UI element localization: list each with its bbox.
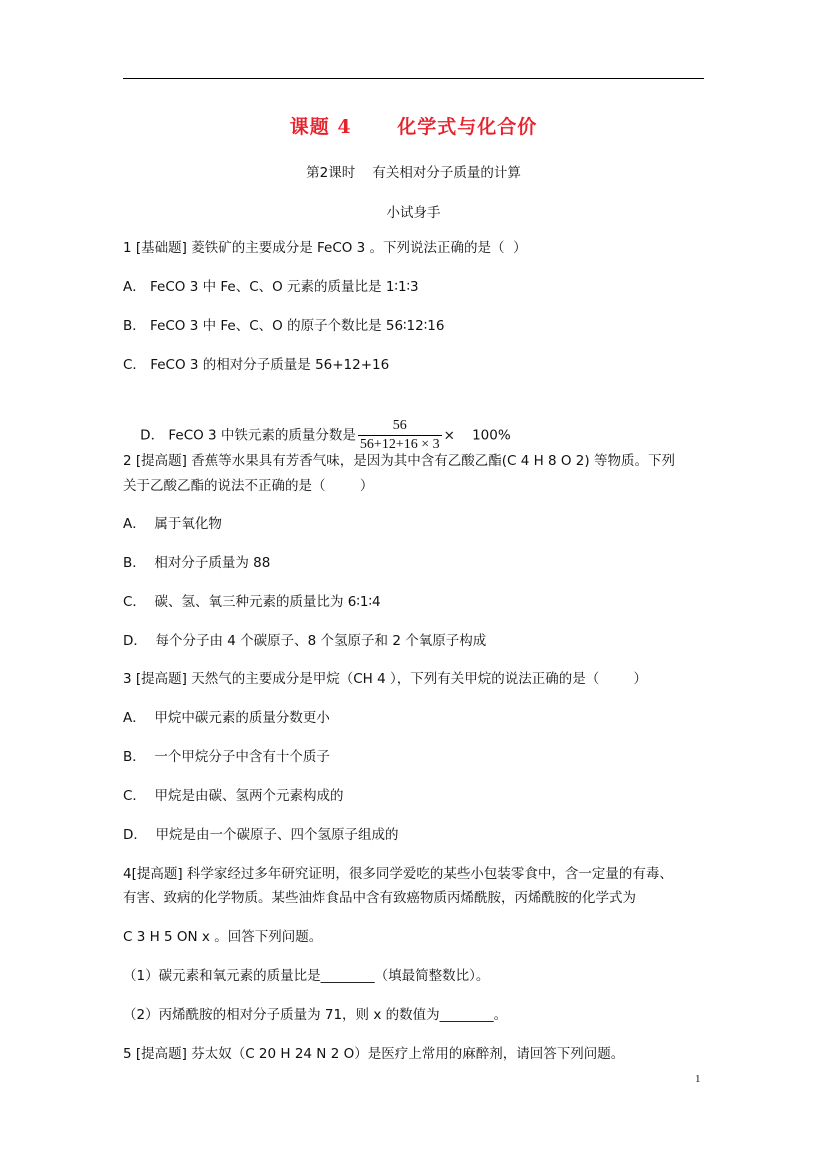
- q4-stem-line2: 有害、致病的化学物质。某些油炸食品中含有致癌物质丙烯酰胺，丙烯酰胺的化学式为: [123, 890, 636, 906]
- q2-option-d: D． 每个分子由 4 个碳原子、8 个氢原子和 2 个氧原子构成: [123, 633, 487, 649]
- page-number: 1: [695, 1073, 701, 1085]
- q3-option-a: A． 甲烷中碳元素的质量分数更小: [123, 710, 330, 726]
- section-heading: 小试身手: [386, 205, 441, 221]
- q1-option-d-prefix: D． FeCO 3 中铁元素的质量分数是: [140, 427, 356, 444]
- q4-stem-line1: 4[提高题] 科学家经过多年研究证明，很多同学爱吃的某些小包装零食中，含一定量的有毒、: [123, 866, 673, 882]
- q4-stem-line3: C 3 H 5 ON x 。回答下列问题。: [123, 929, 323, 945]
- q4-part1: （1）碳元素和氧元素的质量比是________（填最简整数比）。: [123, 968, 490, 984]
- q1-option-c: C． FeCO 3 的相对分子质量是 56+12+16: [123, 357, 390, 373]
- q3-option-b: B． 一个甲烷分子中含有十个质子: [123, 749, 330, 765]
- q1-option-b: B． FeCO 3 中 Fe、C、O 的原子个数比是 56∶12∶16: [123, 318, 445, 334]
- lesson-subtitle: 第2课时 有关相对分子质量的计算: [306, 165, 521, 181]
- fraction-denominator: 56+12+16 × 3: [359, 437, 440, 452]
- mass-fraction-formula: [358, 418, 442, 453]
- q2-stem-line1: 2 [提高题] 香蕉等水果具有芳香气味，是因为其中含有乙酸乙酯(C 4 H 8 O 2) 等物质。下列: [123, 453, 675, 469]
- q2-stem-line2: 关于乙酸乙酯的说法不正确的是（ ）: [123, 478, 374, 494]
- q3-option-c: C． 甲烷是由碳、氢两个元素构成的: [123, 788, 344, 804]
- q5-stem: 5 [提高题] 芬太奴（C 20 H 24 N 2 O）是医疗上常用的麻醉剂，请回答下列问题。: [123, 1046, 625, 1062]
- q1-stem: 1 [基础题] 菱铁矿的主要成分是 FeCO 3 。下列说法正确的是（ ）: [123, 240, 527, 256]
- lesson-title: 课题 4 化学式与化合价: [289, 116, 538, 138]
- q4-part2: （2）丙烯酰胺的相对分子质量为 71，则 x 的数值为________。: [123, 1007, 508, 1023]
- q3-stem: 3 [提高题] 天然气的主要成分是甲烷（CH 4 ），下列有关甲烷的说法正确的是（ ）: [123, 671, 648, 687]
- q2-option-c: C． 碳、氢、氧三种元素的质量比为 6∶1∶4: [123, 594, 381, 610]
- q2-option-b: B． 相对分子质量为 88: [123, 555, 271, 571]
- q1-option-a: A． FeCO 3 中 Fe、C、O 元素的质量比是 1∶1∶3: [123, 279, 419, 295]
- q2-option-a: A． 属于氧化物: [123, 516, 222, 532]
- header-rule: [123, 78, 704, 79]
- fraction-numerator: 56: [392, 418, 407, 433]
- multiply-sign: ×: [443, 427, 455, 444]
- q1-option-d-suffix: 100%: [472, 427, 511, 444]
- q3-option-d: D． 甲烷是由一个碳原子、四个氢原子组成的: [123, 827, 399, 843]
